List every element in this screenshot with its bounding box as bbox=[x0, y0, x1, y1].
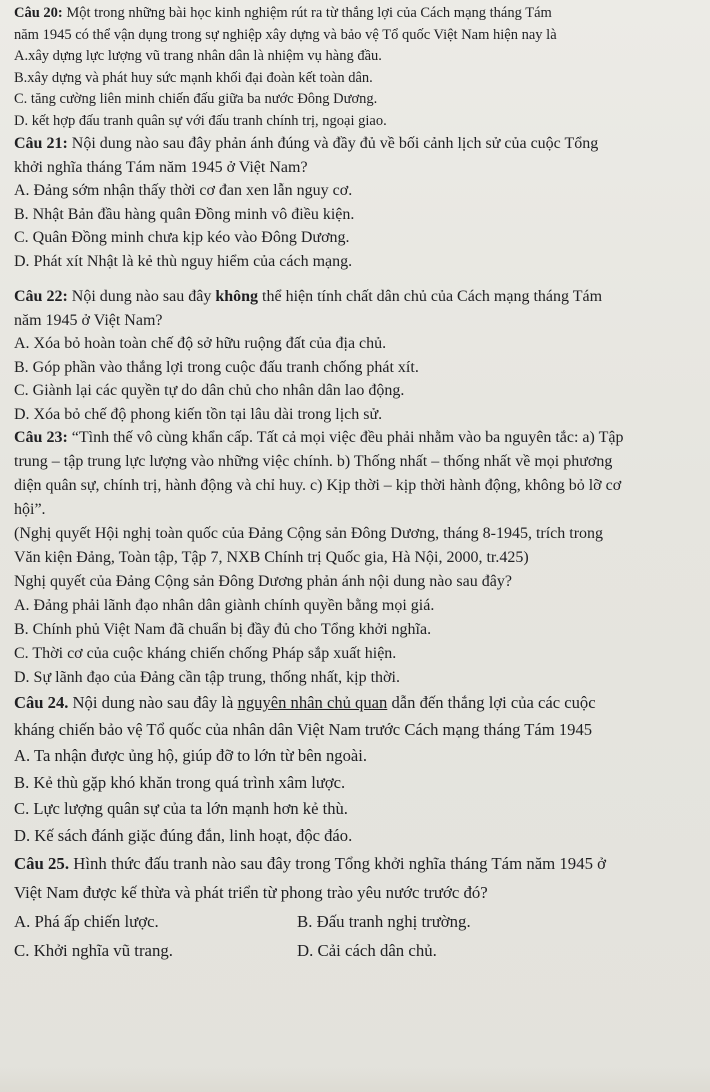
question-24-line-1 bbox=[14, 690, 708, 717]
question-20-option-b: B.xây dựng và phát huy sức mạnh khối đại đoàn kết toàn dân. bbox=[14, 69, 373, 86]
question-22-stem-c: thể hiện tính chất dân chủ của Cách mạng tháng Tám bbox=[258, 288, 603, 305]
question-20-stem-1: Một trong những bài học kinh nghiệm rút ra từ thắng lợi của Cách mạng tháng Tám bbox=[62, 5, 552, 21]
question-21-stem-1: Nội dung nào sau đây phản ánh đúng và đầy đủ về bối cảnh lịch sử của cuộc Tổng bbox=[67, 135, 599, 152]
question-20-number: Câu 20: bbox=[14, 5, 63, 21]
question-20-option-c: C. tăng cường liên minh chiến đấu giữa ba nước Đông Dương. bbox=[14, 91, 378, 107]
question-21-number: Câu 21: bbox=[14, 135, 68, 152]
question-21-line-1 bbox=[14, 132, 708, 156]
question-20-line-2: năm 1945 có thể vận dụng trong sự nghiệp xây dựng và bảo vệ Tổ quốc Việt Nam hiện nay là bbox=[14, 26, 557, 43]
question-23-line-1 bbox=[14, 426, 708, 450]
question-23-line-2: trung – tập trung lực lượng vào những việc chính. b) Thống nhất – thống nhất về mọi phương bbox=[14, 453, 613, 470]
question-22-option-c: C. Giành lại các quyền tự do dân chủ cho nhân dân lao động. bbox=[14, 382, 405, 399]
question-22-option-a: A. Xóa bỏ hoàn toàn chế độ sở hữu ruộng đất của địa chủ. bbox=[14, 335, 387, 352]
question-23 bbox=[14, 426, 708, 690]
question-24 bbox=[14, 690, 708, 849]
spacer bbox=[14, 273, 708, 285]
question-23-option-a: A. Đảng phải lãnh đạo nhân dân giành chính quyền bằng mọi giá. bbox=[14, 597, 435, 614]
question-21-option-a: A. Đảng sớm nhận thấy thời cơ đan xen lẫn nguy cơ. bbox=[14, 182, 353, 199]
question-22 bbox=[14, 285, 708, 426]
question-25-line-1 bbox=[14, 849, 708, 878]
question-25-option-a: A. Phá ấp chiến lược. bbox=[14, 912, 159, 931]
page-bottom-shadow bbox=[0, 1066, 710, 1092]
question-24-number: Câu 24. bbox=[14, 693, 69, 712]
question-22-option-d: D. Xóa bỏ chế độ phong kiến tồn tại lâu dài trong lịch sử. bbox=[14, 405, 383, 423]
question-23-line-4: hội”. bbox=[14, 501, 46, 518]
question-21 bbox=[14, 132, 708, 273]
question-25 bbox=[14, 849, 708, 965]
question-20-line-1 bbox=[14, 3, 708, 25]
question-22-line-2: năm 1945 ở Việt Nam? bbox=[14, 311, 163, 329]
question-23-stem-1: “Tình thế vô cùng khẩn cấp. Tất cả mọi việc đều phải nhằm vào ba nguyên tắc: a) Tập bbox=[67, 429, 624, 446]
question-20-option-a: A.xây dựng lực lượng vũ trang nhân dân là nhiệm vụ hàng đầu. bbox=[14, 48, 382, 64]
question-24-option-d: D. Kế sách đánh giặc đúng đắn, linh hoạt, độc đáo. bbox=[14, 825, 353, 845]
question-24-stem-underlined: nguyên nhân chủ quan bbox=[237, 693, 388, 712]
question-25-option-b: B. Đấu tranh nghị trường. bbox=[297, 912, 471, 931]
question-22-number: Câu 22: bbox=[14, 288, 68, 305]
question-22-option-b: B. Góp phần vào thắng lợi trong cuộc đấu tranh chống phát xít. bbox=[14, 358, 419, 376]
question-20-option-d: D. kết hợp đấu tranh quân sự với đấu tranh chính trị, ngoại giao. bbox=[14, 112, 387, 129]
question-23-option-c: C. Thời cơ của cuộc kháng chiến chống Pháp sắp xuất hiện. bbox=[14, 645, 397, 662]
question-22-stem-emphasis: không bbox=[215, 288, 259, 305]
question-24-stem-c: dẫn đến thắng lợi của các cuộc bbox=[387, 693, 596, 712]
question-25-number: Câu 25. bbox=[14, 854, 70, 873]
question-23-option-b: B. Chính phủ Việt Nam đã chuẩn bị đầy đủ cho Tổng khởi nghĩa. bbox=[14, 621, 432, 638]
question-23-citation-2: Văn kiện Đảng, Toàn tập, Tập 7, NXB Chính trị Quốc gia, Hà Nội, 2000, tr.425) bbox=[14, 549, 529, 566]
question-25-stem-1: Hình thức đấu tranh nào sau đây trong Tổng khởi nghĩa tháng Tám năm 1945 ở bbox=[69, 854, 607, 873]
question-24-stem-a: Nội dung nào sau đây là bbox=[68, 693, 238, 712]
question-24-option-c: C. Lực lượng quân sự của ta lớn mạnh hơn kẻ thù. bbox=[14, 799, 348, 818]
question-22-stem-a: Nội dung nào sau đây bbox=[67, 288, 216, 305]
question-23-number: Câu 23: bbox=[14, 429, 68, 446]
question-21-option-d: D. Phát xít Nhật là kẻ thù nguy hiểm của cách mạng. bbox=[14, 252, 353, 270]
question-25-options-row-1 bbox=[14, 907, 708, 936]
question-21-option-c: C. Quân Đồng minh chưa kịp kéo vào Đông Dương. bbox=[14, 229, 350, 246]
page-content bbox=[14, 3, 708, 965]
question-25-options-row-2 bbox=[14, 936, 708, 965]
question-23-option-d: D. Sự lãnh đạo của Đảng cần tập trung, thống nhất, kịp thời. bbox=[14, 669, 400, 686]
question-23-prompt: Nghị quyết của Đảng Cộng sản Đông Dương phản ánh nội dung nào sau đây? bbox=[14, 573, 512, 590]
question-23-citation-1: (Nghị quyết Hội nghị toàn quốc của Đảng Cộng sản Đông Dương, tháng 8-1945, trích trong bbox=[14, 525, 604, 542]
question-24-option-b: B. Kẻ thù gặp khó khăn trong quá trình xâm lược. bbox=[14, 772, 346, 792]
question-25-option-d: D. Cải cách dân chủ. bbox=[297, 941, 437, 960]
question-25-line-2: Việt Nam được kế thừa và phát triển từ phong trào yêu nước trước đó? bbox=[14, 883, 488, 902]
question-20 bbox=[14, 3, 708, 132]
question-23-line-3: diện quân sự, chính trị, hành động và chỉ huy. c) Kịp thời – kịp thời hành động, không bỏ lỡ cơ bbox=[14, 477, 622, 494]
question-25-option-c: C. Khởi nghĩa vũ trang. bbox=[14, 941, 173, 960]
question-21-option-b: B. Nhật Bản đầu hàng quân Đồng minh vô điều kiện. bbox=[14, 205, 355, 223]
question-21-line-2: khởi nghĩa tháng Tám năm 1945 ở Việt Nam? bbox=[14, 158, 308, 176]
question-24-option-a: A. Ta nhận được ủng hộ, giúp đỡ to lớn từ bên ngoài. bbox=[14, 746, 368, 765]
question-22-line-1 bbox=[14, 285, 708, 309]
question-24-line-2: kháng chiến bảo vệ Tổ quốc của nhân dân Việt Nam trước Cách mạng tháng Tám 1945 bbox=[14, 719, 593, 739]
